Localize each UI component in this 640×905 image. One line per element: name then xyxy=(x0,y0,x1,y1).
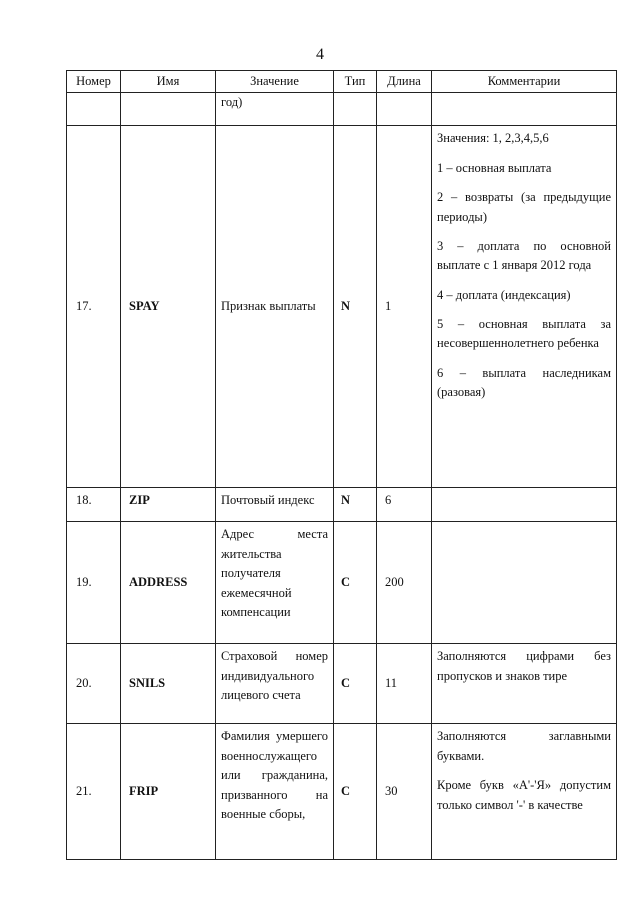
header-number: Номер xyxy=(67,71,121,93)
table-row xyxy=(67,522,617,644)
cell-type: C xyxy=(334,724,377,860)
comment-line: Заполняются заглавными буквами. xyxy=(437,729,611,763)
header-length: Длина xyxy=(377,71,432,93)
cell-type: C xyxy=(334,522,377,644)
cell-number: 17. xyxy=(67,126,121,488)
cell-value: год) xyxy=(216,93,334,126)
header-type: Тип xyxy=(334,71,377,93)
comment-line: 4 – доплата (индексация) xyxy=(437,287,571,302)
comment-line: 2 – возвраты (за предыдущие периоды) xyxy=(437,190,611,224)
header-name: Имя xyxy=(121,71,216,93)
cell-length: 6 xyxy=(377,488,432,522)
cell-name: FRIP xyxy=(121,724,216,860)
page-number: 4 xyxy=(316,46,324,63)
cell-name: SNILS xyxy=(121,644,216,724)
cell-value: Признак выплаты xyxy=(216,126,334,488)
cell-comments xyxy=(432,488,617,522)
cell-number: 19. xyxy=(67,522,121,644)
cell-comments xyxy=(432,724,617,860)
cell-type: N xyxy=(334,488,377,522)
cell-comments xyxy=(432,522,617,644)
table-row xyxy=(67,644,617,724)
fields-table xyxy=(66,70,617,860)
header-comments: Комментарии xyxy=(432,71,617,93)
comment-line: 3 – доплата по основной выплате с 1 января 2012 года xyxy=(437,238,611,273)
cell-value: Страховой номер индивидуального лицевого счета xyxy=(216,644,334,724)
cell-name: ADDRESS xyxy=(121,522,216,644)
table-row-continuation xyxy=(67,93,617,126)
cell-length: 11 xyxy=(377,644,432,724)
comment-line: Заполняются цифрами без пропусков и знаков тире xyxy=(437,649,611,683)
cell-value: Почтовый индекс xyxy=(216,488,334,522)
cell-type: N xyxy=(334,126,377,488)
table-row xyxy=(67,126,617,488)
comment-line: Значения: 1, 2,3,4,5,6 xyxy=(437,131,549,146)
cell-type: C xyxy=(334,644,377,724)
cell-number: 18. xyxy=(67,488,121,522)
table-row xyxy=(67,488,617,522)
cell-length: 1 xyxy=(377,126,432,488)
cell-value: Фамилия умершего военнослужащего или гражданина, призванного на военные сборы, xyxy=(216,724,334,860)
cell-name: SPAY xyxy=(121,126,216,488)
cell-number: 20. xyxy=(67,644,121,724)
comment-line: 1 – основная выплата xyxy=(437,160,552,175)
cell-comments xyxy=(432,126,617,488)
comment-line: 5 – основная выплата за несовершеннолетнего ребенка xyxy=(437,317,611,351)
table-header-row xyxy=(67,71,617,93)
cell-number: 21. xyxy=(67,724,121,860)
cell-name: ZIP xyxy=(121,488,216,522)
comment-line: Кроме букв «А'-'Я» допустим только символ '-' в качестве xyxy=(437,778,611,812)
table-row xyxy=(67,724,617,860)
header-value: Значение xyxy=(216,71,334,93)
cell-length: 30 xyxy=(377,724,432,860)
cell-comments xyxy=(432,644,617,724)
cell-value: Адрес места жительства получателя ежемесячной компенсации xyxy=(216,522,334,644)
cell-length: 200 xyxy=(377,522,432,644)
comment-line: 6 – выплата наследникам (разовая) xyxy=(437,365,611,400)
